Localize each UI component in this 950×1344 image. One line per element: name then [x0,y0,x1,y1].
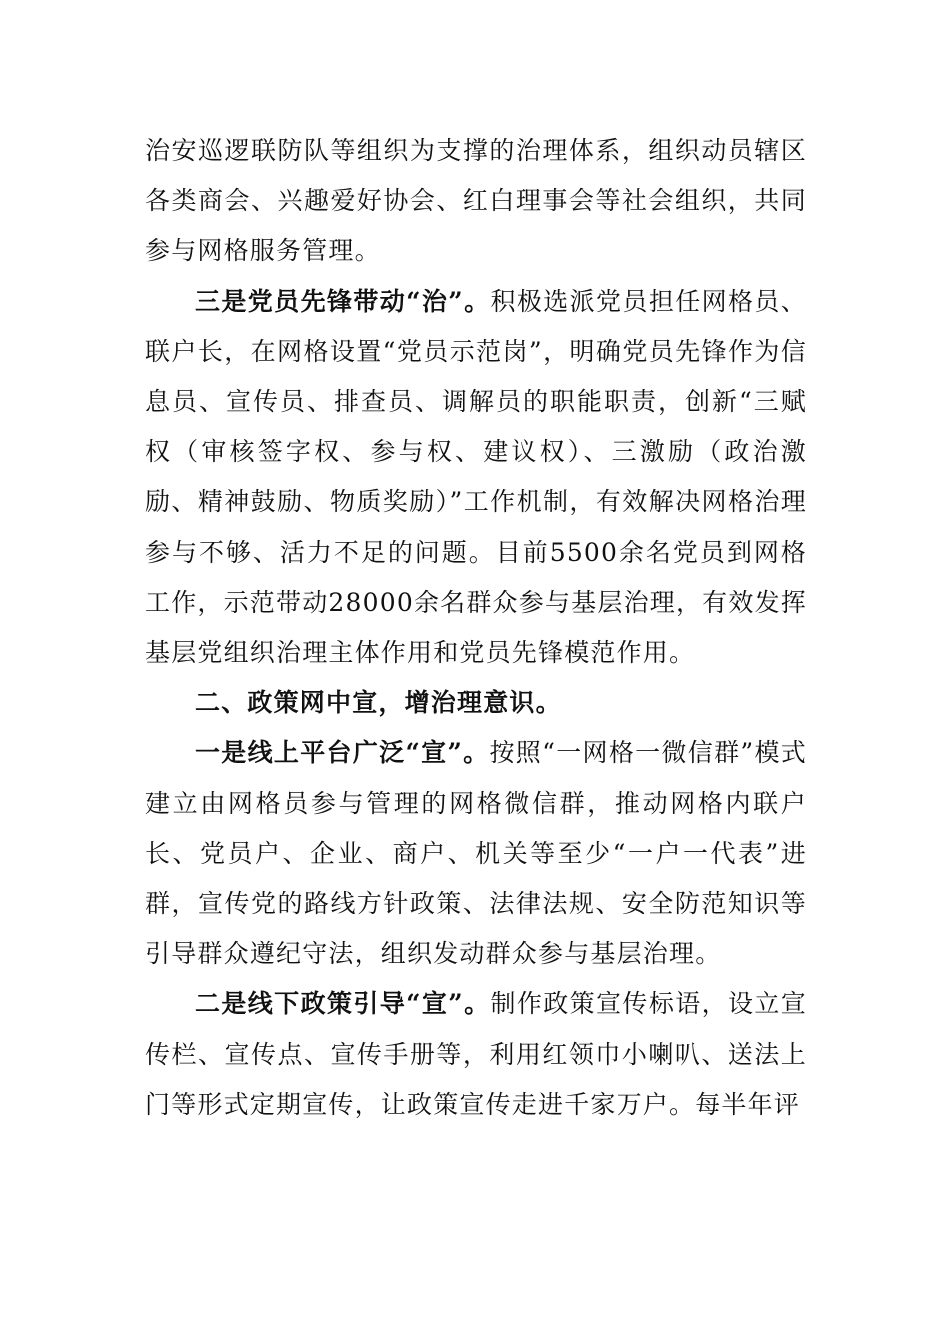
paragraph-text: 制作政策宣传标语，设立宣传栏、宣传点、宣传手册等，利用红领巾小喇叭、送法上门等形式定期宣传，让政策宣传走进千家万户。每半年评 [145,989,807,1119]
paragraph-continuation [145,126,807,277]
paragraph-lead: 一是线上平台广泛“宣”。 [195,738,490,768]
paragraph-lead: 二是线下政策引导“宣”。 [195,989,491,1019]
paragraph-text: 按照“一网格一微信群”模式建立由网格员参与管理的网格微信群，推动网格内联户长、党员户、企业、商户、机关等至少“一户一代表”进群，宣传党的路线方针政策、法律法规、安全防范知识等引导群众遵纪守法，组织发动群众参与基层治理。 [145,738,807,969]
paragraph-text: 积极选派党员担任网格员、联户长，在网格设置“党员示范岗”，明确党员先锋作为信息员、宣传员、排查员、调解员的职能职责，创新“三赋权（审核签字权、参与权、建议权）、三激励（政治激励、精神鼓励、物质奖励）”工作机制，有效解决网格治理参与不够、活力不足的问题。目前5500余名党员到网格工作，示范带动28000余名群众参与基层治理，有效发挥基层党组织治理主体作用和党员先锋模范作用。 [145,286,807,668]
section-heading [145,678,807,728]
paragraph-offline-policy [145,979,807,1130]
paragraph-text: 治安巡逻联防队等组织为支撑的治理体系，组织动员辖区各类商会、兴趣爱好协会、红白理事会等社会组织，共同参与网格服务管理。 [145,136,807,266]
paragraph-online-platform [145,728,807,979]
paragraph-lead: 三是党员先锋带动“治”。 [195,286,491,316]
section-heading-text: 二、政策网中宣，增治理意识。 [195,688,562,718]
paragraph-party-members [145,277,807,679]
document-body [145,126,807,1130]
